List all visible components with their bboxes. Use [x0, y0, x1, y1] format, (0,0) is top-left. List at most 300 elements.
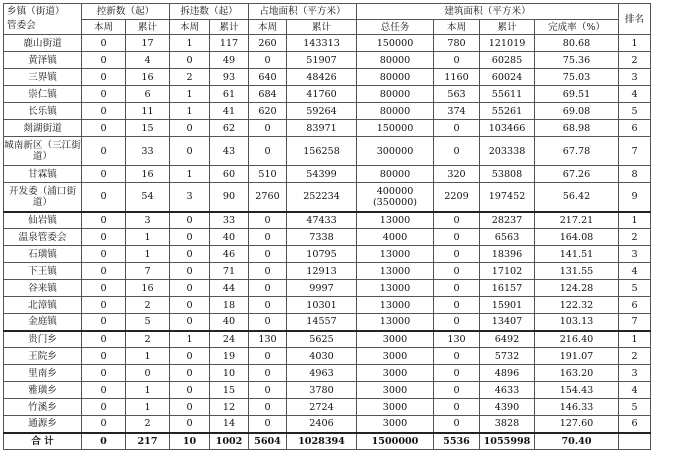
table-row	[4, 331, 651, 348]
new-build-week: 0	[82, 229, 126, 246]
total-task: 13000	[357, 212, 434, 229]
demolish-week: 0	[170, 52, 210, 69]
table-row	[4, 212, 651, 229]
building-area-week: 1160	[434, 69, 480, 86]
new-build-week: 0	[82, 263, 126, 280]
new-build-week: 0	[82, 212, 126, 229]
new-build-week: 0	[82, 137, 126, 166]
land-area-week: 640	[249, 69, 287, 86]
demolish-week: 0	[170, 365, 210, 382]
demolish-cumulative: 12	[210, 399, 249, 416]
header-land-area: 占地面积（平方米）	[249, 4, 357, 20]
new-build-week: 0	[82, 183, 126, 212]
region-name: 王院乡	[4, 348, 82, 365]
table-row	[4, 103, 651, 120]
building-area-cumulative: 60285	[480, 52, 535, 69]
land-area-week: 510	[249, 166, 287, 183]
building-area-week: 0	[434, 120, 480, 137]
table-row	[4, 35, 651, 52]
building-area-week: 0	[434, 348, 480, 365]
building-area-week: 0	[434, 229, 480, 246]
demolish-week: 3	[170, 183, 210, 212]
building-area-cumulative: 6563	[480, 229, 535, 246]
new-build-cumulative: 6	[126, 86, 170, 103]
demolish-week: 0	[170, 229, 210, 246]
building-area-cumulative: 5732	[480, 348, 535, 365]
new-build-cumulative: 1	[126, 382, 170, 399]
total-rank	[619, 433, 651, 450]
demolish-week: 2	[170, 69, 210, 86]
demolish-week: 0	[170, 263, 210, 280]
new-build-cumulative: 1	[126, 229, 170, 246]
demolish-week: 1	[170, 86, 210, 103]
land-area-week: 0	[249, 416, 287, 433]
header-cumulative: 累计	[210, 20, 249, 35]
completion-rate: 124.28	[535, 280, 619, 297]
table-row	[4, 120, 651, 137]
land-area-week: 0	[249, 399, 287, 416]
new-build-week: 0	[82, 416, 126, 433]
building-area-cumulative: 4390	[480, 399, 535, 416]
table-row	[4, 69, 651, 86]
land-area-cumulative: 12913	[287, 263, 357, 280]
total-row	[4, 433, 651, 450]
building-area-week: 563	[434, 86, 480, 103]
table-row	[4, 365, 651, 382]
land-area-cumulative: 2406	[287, 416, 357, 433]
new-build-week: 0	[82, 120, 126, 137]
building-area-cumulative: 15901	[480, 297, 535, 314]
table-row	[4, 229, 651, 246]
region-name: 长乐镇	[4, 103, 82, 120]
new-build-week: 0	[82, 399, 126, 416]
new-build-cumulative: 1	[126, 348, 170, 365]
table-row	[4, 280, 651, 297]
land-area-cumulative: 2724	[287, 399, 357, 416]
building-area-cumulative: 17102	[480, 263, 535, 280]
demolish-week: 0	[170, 399, 210, 416]
demolish-cumulative: 14	[210, 416, 249, 433]
table-row	[4, 399, 651, 416]
building-area-cumulative: 203338	[480, 137, 535, 166]
demolish-cumulative: 19	[210, 348, 249, 365]
land-area-week: 684	[249, 86, 287, 103]
region-name: 鹿山街道	[4, 35, 82, 52]
header-total-task: 总任务	[357, 20, 434, 35]
new-build-cumulative: 16	[126, 280, 170, 297]
rank-cell: 4	[619, 86, 651, 103]
land-area-week: 130	[249, 331, 287, 348]
total-task: 13000	[357, 246, 434, 263]
building-area-week: 0	[434, 137, 480, 166]
rank-cell: 6	[619, 416, 651, 433]
region-name: 贵门乡	[4, 331, 82, 348]
completion-rate: 80.68	[535, 35, 619, 52]
region-name: 雅璜乡	[4, 382, 82, 399]
header-this-week: 本周	[434, 20, 480, 35]
demolish-week: 0	[170, 280, 210, 297]
region-name: 北漳镇	[4, 297, 82, 314]
building-area-week: 130	[434, 331, 480, 348]
table-row	[4, 382, 651, 399]
new-build-week: 0	[82, 314, 126, 331]
new-build-week: 0	[82, 103, 126, 120]
new-build-cumulative: 15	[126, 120, 170, 137]
new-build-cumulative: 11	[126, 103, 170, 120]
demolish-week: 1	[170, 35, 210, 52]
header-rank: 排名	[619, 4, 651, 35]
land-area-cumulative: 41760	[287, 86, 357, 103]
total-label: 合 计	[4, 433, 82, 450]
table-body	[4, 35, 651, 433]
rank-cell: 4	[619, 263, 651, 280]
new-build-cumulative: 16	[126, 166, 170, 183]
rank-cell: 5	[619, 103, 651, 120]
demolish-cumulative: 71	[210, 263, 249, 280]
building-area-week: 374	[434, 103, 480, 120]
land-area-week: 0	[249, 212, 287, 229]
region-name: 里南乡	[4, 365, 82, 382]
land-area-cumulative: 10795	[287, 246, 357, 263]
land-area-week: 0	[249, 365, 287, 382]
land-area-cumulative: 5625	[287, 331, 357, 348]
demolish-week: 1	[170, 166, 210, 183]
new-build-cumulative: 4	[126, 52, 170, 69]
rank-cell: 4	[619, 382, 651, 399]
rank-cell: 1	[619, 331, 651, 348]
region-name: 温泉管委会	[4, 229, 82, 246]
demolish-cumulative: 18	[210, 297, 249, 314]
building-area-week: 0	[434, 382, 480, 399]
building-area-cumulative: 60024	[480, 69, 535, 86]
rank-cell: 2	[619, 229, 651, 246]
demolish-cumulative: 49	[210, 52, 249, 69]
new-build-week: 0	[82, 69, 126, 86]
completion-rate: 163.20	[535, 365, 619, 382]
total-new-cumulative: 217	[126, 433, 170, 450]
total-task: 3000	[357, 399, 434, 416]
rank-cell: 2	[619, 52, 651, 69]
demolish-cumulative: 44	[210, 280, 249, 297]
header-cumulative: 累计	[287, 20, 357, 35]
demolish-cumulative: 40	[210, 229, 249, 246]
completion-rate: 75.36	[535, 52, 619, 69]
land-area-cumulative: 9997	[287, 280, 357, 297]
new-build-cumulative: 7	[126, 263, 170, 280]
table-row	[4, 86, 651, 103]
region-name: 石璜镇	[4, 246, 82, 263]
total-task: 80000	[357, 166, 434, 183]
region-name: 城南新区（三江街道）	[4, 137, 82, 166]
building-area-week: 780	[434, 35, 480, 52]
new-build-week: 0	[82, 35, 126, 52]
region-name: 剡湖街道	[4, 120, 82, 137]
completion-rate: 131.55	[535, 263, 619, 280]
completion-rate: 216.40	[535, 331, 619, 348]
land-area-week: 0	[249, 263, 287, 280]
new-build-week: 0	[82, 348, 126, 365]
region-name: 通源乡	[4, 416, 82, 433]
new-build-week: 0	[82, 297, 126, 314]
land-area-week: 0	[249, 348, 287, 365]
rank-cell: 8	[619, 166, 651, 183]
land-area-cumulative: 252234	[287, 183, 357, 212]
demolish-cumulative: 60	[210, 166, 249, 183]
total-task: 13000	[357, 314, 434, 331]
total-task: 3000	[357, 348, 434, 365]
table-row	[4, 246, 651, 263]
demolish-cumulative: 93	[210, 69, 249, 86]
new-build-cumulative: 1	[126, 399, 170, 416]
building-area-cumulative: 103466	[480, 120, 535, 137]
total-task: 80000	[357, 52, 434, 69]
rank-cell: 3	[619, 365, 651, 382]
adjusted-task-value: (350000)	[372, 196, 418, 208]
building-area-cumulative: 53808	[480, 166, 535, 183]
total-task: 13000	[357, 263, 434, 280]
total-task: 80000	[357, 86, 434, 103]
new-build-cumulative: 5	[126, 314, 170, 331]
table-row	[4, 297, 651, 314]
demolish-week: 0	[170, 382, 210, 399]
total-task: 3000	[357, 416, 434, 433]
completion-rate: 67.78	[535, 137, 619, 166]
building-area-week: 0	[434, 416, 480, 433]
header-this-week: 本周	[170, 20, 210, 35]
demolish-week: 1	[170, 103, 210, 120]
completion-rate: 127.60	[535, 416, 619, 433]
total-task: 4000	[357, 229, 434, 246]
region-name: 三界镇	[4, 69, 82, 86]
table-row	[4, 314, 651, 331]
demolish-week: 0	[170, 246, 210, 263]
total-task	[357, 183, 434, 212]
region-name: 谷来镇	[4, 280, 82, 297]
total-task: 13000	[357, 280, 434, 297]
land-area-cumulative: 156258	[287, 137, 357, 166]
total-building-cumulative: 1055998	[480, 433, 535, 450]
completion-rate: 103.13	[535, 314, 619, 331]
building-area-cumulative: 55611	[480, 86, 535, 103]
new-build-cumulative: 0	[126, 365, 170, 382]
header-region: 乡镇（街道） 管委会	[4, 4, 82, 35]
new-build-cumulative: 33	[126, 137, 170, 166]
demolish-week: 0	[170, 120, 210, 137]
table-row	[4, 183, 651, 212]
demolish-cumulative: 33	[210, 212, 249, 229]
building-area-week: 0	[434, 280, 480, 297]
total-task: 150000	[357, 120, 434, 137]
completion-rate: 141.51	[535, 246, 619, 263]
total-task-value: 400000	[376, 185, 414, 197]
building-area-cumulative: 13407	[480, 314, 535, 331]
demolish-cumulative: 90	[210, 183, 249, 212]
completion-rate: 122.32	[535, 297, 619, 314]
region-name: 开发委（浦口街道）	[4, 183, 82, 212]
header-building-area: 建筑面积（平方米）	[357, 4, 619, 20]
demolish-cumulative: 15	[210, 382, 249, 399]
rank-cell: 1	[619, 35, 651, 52]
new-build-week: 0	[82, 166, 126, 183]
total-building-week: 5536	[434, 433, 480, 450]
total-land-week: 5604	[249, 433, 287, 450]
building-area-cumulative: 3828	[480, 416, 535, 433]
header-completion-rate: 完成率（%）	[535, 20, 619, 35]
land-area-cumulative: 14557	[287, 314, 357, 331]
rank-cell: 3	[619, 69, 651, 86]
building-area-week: 2209	[434, 183, 480, 212]
building-area-week: 0	[434, 212, 480, 229]
table-row	[4, 166, 651, 183]
new-build-week: 0	[82, 280, 126, 297]
table-row	[4, 416, 651, 433]
land-area-week: 0	[249, 314, 287, 331]
land-area-week: 0	[249, 229, 287, 246]
header-demolish: 拆违数（起）	[170, 4, 249, 20]
region-name: 竹溪乡	[4, 399, 82, 416]
building-area-week: 0	[434, 314, 480, 331]
building-area-week: 320	[434, 166, 480, 183]
land-area-week: 0	[249, 297, 287, 314]
completion-rate: 164.08	[535, 229, 619, 246]
table-footer	[4, 433, 651, 450]
region-name: 仙岩镇	[4, 212, 82, 229]
completion-rate: 75.03	[535, 69, 619, 86]
rank-cell: 1	[619, 212, 651, 229]
land-area-week: 0	[249, 246, 287, 263]
land-area-week: 260	[249, 35, 287, 52]
total-demolish-week: 10	[170, 433, 210, 450]
rank-cell: 5	[619, 399, 651, 416]
header-this-week: 本周	[82, 20, 126, 35]
demolish-week: 0	[170, 416, 210, 433]
total-task: 300000	[357, 137, 434, 166]
new-build-week: 0	[82, 331, 126, 348]
new-build-cumulative: 2	[126, 297, 170, 314]
new-build-week: 0	[82, 365, 126, 382]
new-build-week: 0	[82, 382, 126, 399]
new-build-cumulative: 17	[126, 35, 170, 52]
land-area-cumulative: 83971	[287, 120, 357, 137]
land-area-cumulative: 48426	[287, 69, 357, 86]
rank-cell: 7	[619, 314, 651, 331]
new-build-cumulative: 2	[126, 331, 170, 348]
land-area-week: 0	[249, 382, 287, 399]
demolish-cumulative: 24	[210, 331, 249, 348]
demolish-week: 0	[170, 212, 210, 229]
demolish-cumulative: 43	[210, 137, 249, 166]
land-area-week: 0	[249, 120, 287, 137]
demolish-cumulative: 61	[210, 86, 249, 103]
building-area-week: 0	[434, 399, 480, 416]
land-area-week: 620	[249, 103, 287, 120]
demolish-cumulative: 10	[210, 365, 249, 382]
land-area-week: 0	[249, 52, 287, 69]
table-row	[4, 52, 651, 69]
completion-rate: 217.21	[535, 212, 619, 229]
demolish-cumulative: 62	[210, 120, 249, 137]
rank-cell: 9	[619, 183, 651, 212]
rank-cell: 3	[619, 246, 651, 263]
new-build-week: 0	[82, 52, 126, 69]
building-area-week: 0	[434, 246, 480, 263]
land-area-week: 0	[249, 280, 287, 297]
total-task: 3000	[357, 365, 434, 382]
new-build-week: 0	[82, 246, 126, 263]
demolish-cumulative: 117	[210, 35, 249, 52]
header-this-week: 本周	[249, 20, 287, 35]
building-area-week: 0	[434, 263, 480, 280]
demolish-week: 0	[170, 348, 210, 365]
total-new-week: 0	[82, 433, 126, 450]
demolish-week: 1	[170, 331, 210, 348]
total-task: 3000	[357, 331, 434, 348]
demolish-cumulative: 41	[210, 103, 249, 120]
total-task: 80000	[357, 103, 434, 120]
new-build-cumulative: 16	[126, 69, 170, 86]
total-task: 3000	[357, 382, 434, 399]
rank-cell: 7	[619, 137, 651, 166]
table-header	[4, 4, 651, 35]
new-build-cumulative: 54	[126, 183, 170, 212]
header-cumulative: 累计	[126, 20, 170, 35]
completion-rate: 67.26	[535, 166, 619, 183]
land-area-week: 2760	[249, 183, 287, 212]
land-area-cumulative: 59264	[287, 103, 357, 120]
table-row	[4, 263, 651, 280]
demolish-cumulative: 40	[210, 314, 249, 331]
total-task: 13000	[357, 297, 434, 314]
rank-cell: 5	[619, 280, 651, 297]
new-build-cumulative: 3	[126, 212, 170, 229]
table-row	[4, 137, 651, 166]
region-name: 金庭镇	[4, 314, 82, 331]
new-build-cumulative: 1	[126, 246, 170, 263]
region-name: 黄泽镇	[4, 52, 82, 69]
building-area-cumulative: 55261	[480, 103, 535, 120]
new-build-cumulative: 2	[126, 416, 170, 433]
total-task: 80000	[357, 69, 434, 86]
total-task: 1500000	[357, 433, 434, 450]
table-row	[4, 348, 651, 365]
land-area-cumulative: 4030	[287, 348, 357, 365]
building-area-cumulative: 16157	[480, 280, 535, 297]
land-area-cumulative: 4963	[287, 365, 357, 382]
building-area-cumulative: 121019	[480, 35, 535, 52]
land-area-cumulative: 54399	[287, 166, 357, 183]
building-area-cumulative: 4896	[480, 365, 535, 382]
building-area-cumulative: 6492	[480, 331, 535, 348]
completion-rate: 68.98	[535, 120, 619, 137]
progress-table	[3, 3, 651, 450]
land-area-cumulative: 7338	[287, 229, 357, 246]
region-name: 崇仁镇	[4, 86, 82, 103]
rank-cell: 6	[619, 120, 651, 137]
completion-rate: 146.33	[535, 399, 619, 416]
land-area-cumulative: 47433	[287, 212, 357, 229]
demolish-week: 0	[170, 314, 210, 331]
demolish-cumulative: 46	[210, 246, 249, 263]
total-land-cumulative: 1028394	[287, 433, 357, 450]
building-area-week: 0	[434, 365, 480, 382]
building-area-cumulative: 28237	[480, 212, 535, 229]
demolish-week: 0	[170, 137, 210, 166]
land-area-cumulative: 3780	[287, 382, 357, 399]
completion-rate: 191.07	[535, 348, 619, 365]
rank-cell: 6	[619, 297, 651, 314]
total-completion-rate: 70.40	[535, 433, 619, 450]
building-area-cumulative: 4633	[480, 382, 535, 399]
